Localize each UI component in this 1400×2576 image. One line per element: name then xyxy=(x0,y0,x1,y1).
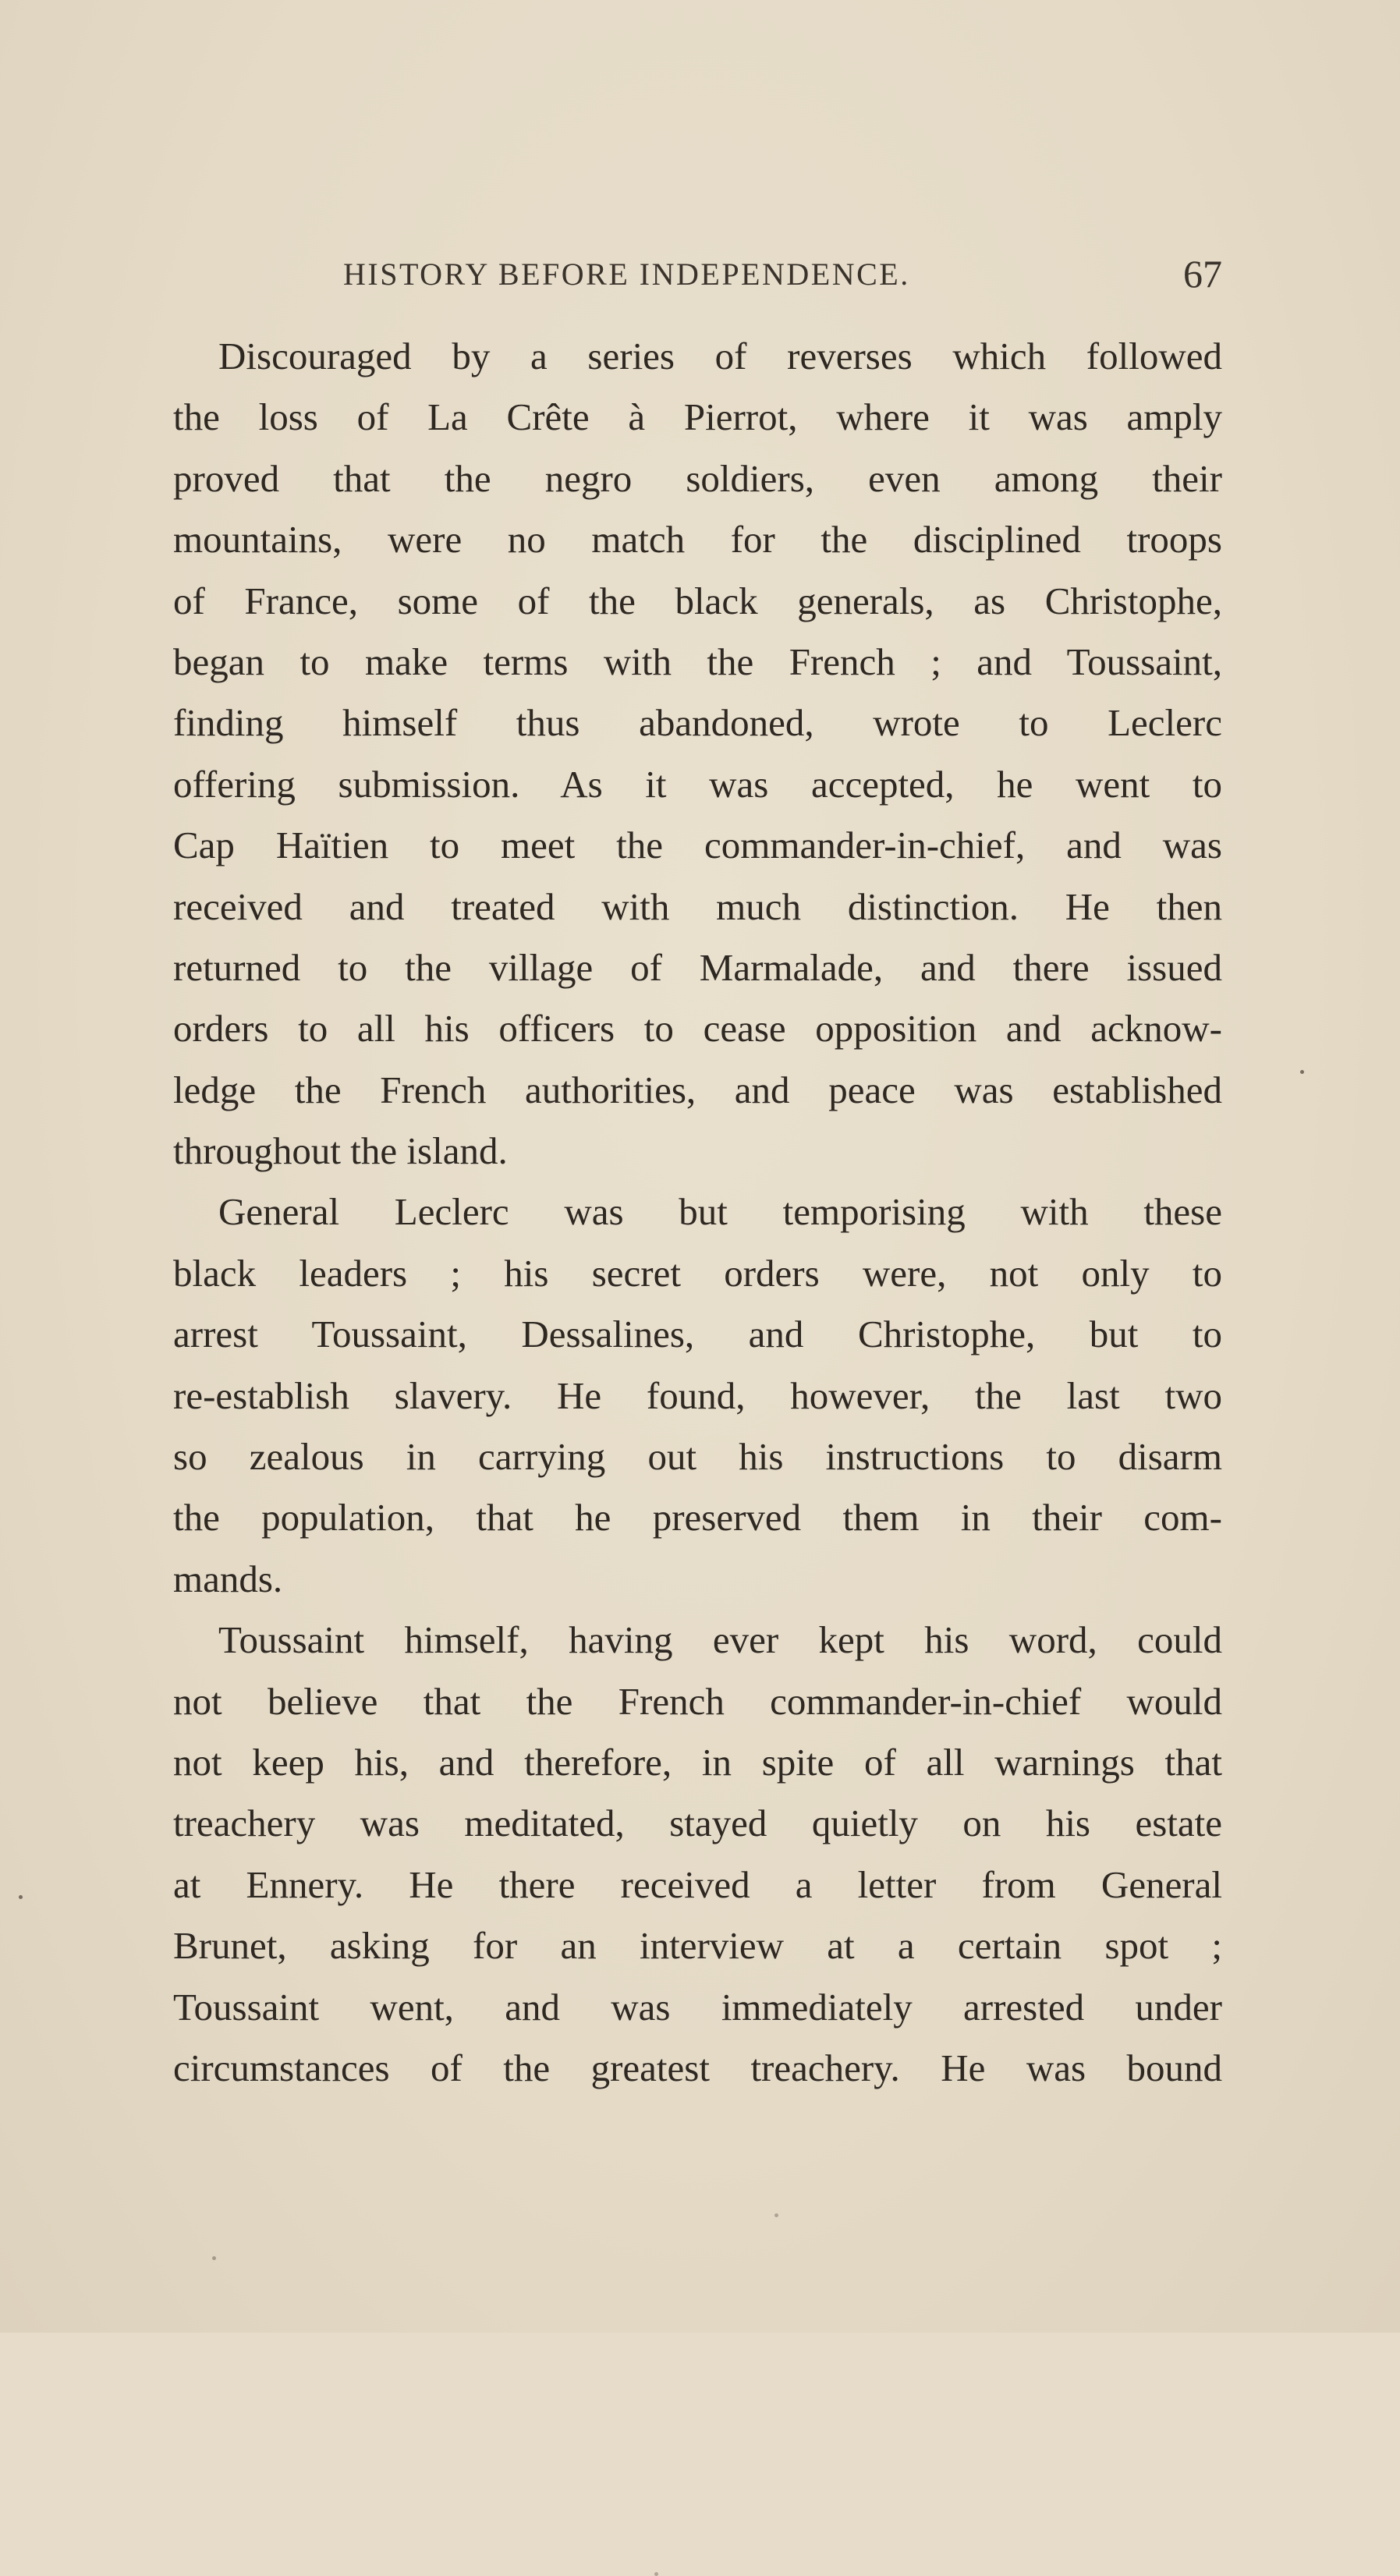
paragraph-3-line: Toussaint went, and was immediately arrested under xyxy=(173,1985,1222,2029)
paragraph-1-line: throughout the island. xyxy=(173,1129,508,1173)
paragraph-2-line: so zealous in carrying out his instructions to disarm xyxy=(173,1435,1222,1479)
paragraph-2-line: the population, that he preserved them in their com- xyxy=(173,1496,1222,1540)
body-text xyxy=(173,326,1222,2099)
running-head xyxy=(173,251,1222,298)
paragraph-3-line: treachery was meditated, stayed quietly on his estate xyxy=(173,1802,1222,1845)
paragraph-2-line: re-establish slavery. He found, however, the last two xyxy=(173,1373,1222,1417)
paper-speck xyxy=(212,2256,216,2260)
paragraph-1-line: proved that the negro soldiers, even among their xyxy=(173,456,1222,500)
paper-speck xyxy=(1300,1070,1304,1074)
paragraph-1-line: the loss of La Crête à Pierrot, where it was amply xyxy=(173,395,1222,439)
paper-speck xyxy=(19,1895,23,1899)
paragraph-3-line: Toussaint himself, having ever kept his word, could xyxy=(218,1618,1222,1662)
paragraph-1-line: began to make terms with the French ; and Toussaint, xyxy=(173,640,1222,683)
paragraph-1-line: received and treated with much distinction. He then xyxy=(173,884,1222,928)
paragraph-3-line: not keep his, and therefore, in spite of all warnings that xyxy=(173,1740,1222,1784)
paragraph-1-line: Cap Haïtien to meet the commander-in-chief, and was xyxy=(173,824,1222,867)
paragraph-1-line: offering submission. As it was accepted, he went to xyxy=(173,762,1222,806)
paragraph-3-line: not believe that the French commander-in-chief would xyxy=(173,1679,1222,1723)
paragraph-1-line: mountains, were no match for the disciplined troops xyxy=(173,518,1222,562)
paragraph-1-line: finding himself thus abandoned, wrote to Leclerc xyxy=(173,701,1222,745)
paragraph-3-line: at Ennery. He there received a letter from General xyxy=(173,1862,1222,1906)
paper-speck xyxy=(654,2572,658,2576)
paragraph-1-line: returned to the village of Marmalade, and there issued xyxy=(173,945,1222,989)
paragraph-3-line: Brunet, asking for an interview at a certain spot ; xyxy=(173,1924,1222,1968)
paragraph-2-line: black leaders ; his secret orders were, not only to xyxy=(173,1251,1222,1295)
paragraph-2-line: arrest Toussaint, Dessalines, and Christophe, but to xyxy=(173,1313,1222,1356)
paragraph-2-line: mands. xyxy=(173,1557,283,1600)
paragraph-3-line: circumstances of the greatest treachery. He was bound xyxy=(173,2046,1222,2089)
paragraph-1-line: Discouraged by a series of reverses which followed xyxy=(218,335,1222,377)
paragraph-1-line: of France, some of the black generals, as Christophe, xyxy=(173,579,1222,622)
paper-speck xyxy=(774,2213,778,2217)
running-title: HISTORY BEFORE INDEPENDENCE. xyxy=(343,257,910,292)
paragraph-1-line: ledge the French authorities, and peace was established xyxy=(173,1068,1222,1111)
paragraph-2-line: General Leclerc was but temporising with these xyxy=(218,1190,1222,1234)
paragraph-1-line: orders to all his officers to cease opposition and acknow- xyxy=(173,1007,1222,1051)
page-number: 67 xyxy=(1183,252,1222,296)
